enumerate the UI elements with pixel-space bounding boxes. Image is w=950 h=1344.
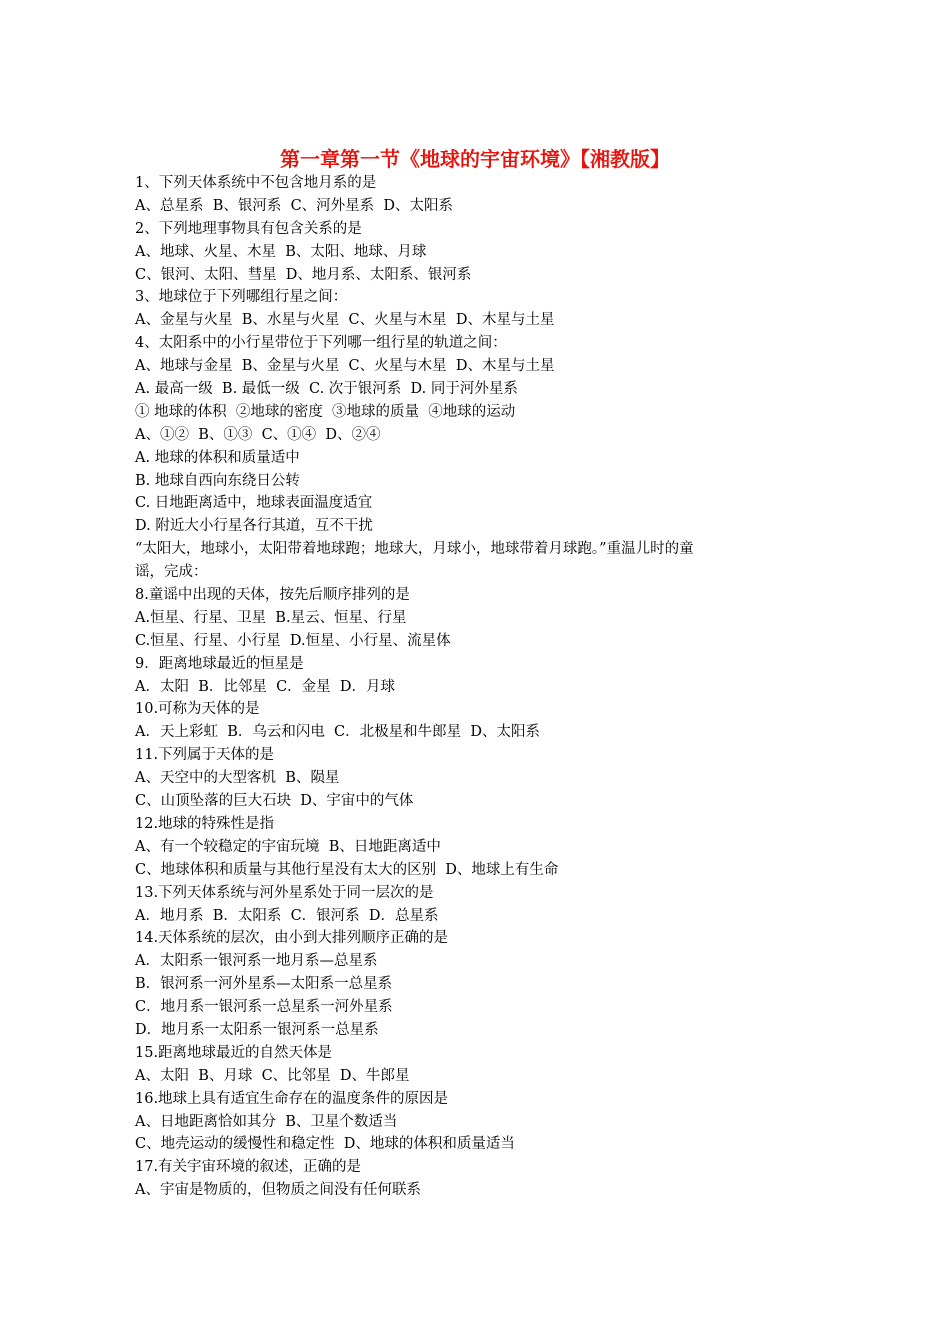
text-line: C、地壳运动的缓慢性和稳定性 D、地球的体积和质量适当 — [135, 1136, 515, 1153]
text-line: A、地球与金星 B、金星与火星 C、火星与木星 D、木星与土星 — [135, 358, 555, 375]
text-line: A. 地球的体积和质量适中 — [135, 449, 300, 466]
text-line: A．天上彩虹 B．乌云和闪电 C．北极星和牛郎星 D、太阳系 — [135, 724, 540, 741]
text-line: A、太阳 B、月球 C、比邻星 D、牛郎星 — [135, 1067, 410, 1084]
text-line: D. 附近大小行星各行其道，互不干扰 — [135, 518, 373, 535]
text-line: A、宇宙是物质的，但物质之间没有任何联系 — [135, 1182, 421, 1199]
document-body — [135, 172, 825, 1202]
text-line: 1、下列天体系统中不包含地月系的是 — [135, 175, 377, 191]
text-line: 4、太阳系中的小行星带位于下列哪一组行星的轨道之间： — [135, 335, 507, 352]
text-line: A、日地距离恰如其分 B、卫星个数适当 — [135, 1113, 398, 1130]
text-line: C、地球体积和质量与其他行星没有太大的区别 D、地球上有生命 — [135, 861, 559, 878]
text-line: 12.地球的特殊性是指 — [135, 815, 275, 832]
text-line: 2、下列地理事物具有包含关系的是 — [135, 220, 362, 237]
text-line: A、金星与火星 B、水星与火星 C、火星与木星 D、木星与土星 — [135, 312, 555, 329]
text-line: 9．距离地球最近的恒星是 — [135, 655, 304, 672]
text-line: A．太阳系一银河系一地月系—总星系 — [135, 953, 378, 970]
text-line: A. 最高一级 B. 最低一级 C. 次于银河系 D. 同于河外星系 — [135, 381, 518, 398]
text-line: 13.下列天体系统与河外星系处于同一层次的是 — [135, 884, 434, 901]
text-line: 谣，完成： — [135, 564, 208, 581]
text-line: A、①② B、①③ C、①④ D、②④ — [135, 426, 381, 443]
text-line: A、总星系 B、银河系 C、河外星系 D、太阳系 — [135, 197, 454, 214]
text-line: A、有一个较稳定的宇宙玩境 B、日地距离适中 — [135, 838, 441, 855]
text-line: C．地月系一银河系一总星系一河外星系 — [135, 999, 393, 1016]
text-line: A．地月系 B．太阳系 C．银河系 D．总星系 — [135, 907, 439, 924]
text-line: B. 地球自西向东绕日公转 — [135, 472, 300, 489]
text-line: 16.地球上具有适宜生命存在的温度条件的原因是 — [135, 1090, 449, 1107]
text-line: ① 地球的体积 ②地球的密度 ③地球的质量 ④地球的运动 — [135, 403, 516, 420]
text-line: 11.下列属于天体的是 — [135, 747, 275, 764]
text-line: A.恒星、行星、卫星 B.星云、恒星、行星 — [135, 609, 407, 626]
text-line: 10.可称为天体的是 — [135, 701, 260, 718]
document-title: 第一章第一节《地球的宇宙环境》【湘教版】 — [280, 147, 670, 171]
text-line: C.恒星、行星、小行星 D.恒星、小行星、流星体 — [135, 632, 451, 649]
text-line: D．地月系一太阳系一银河系一总星系 — [135, 1021, 379, 1038]
text-line: 8.童谣中出现的天体，按先后顺序排列的是 — [135, 587, 410, 604]
text-line: A、天空中的大型客机 B、陨星 — [135, 770, 340, 787]
text-line: 17.有关宇宙环境的叙述，正确的是 — [135, 1159, 362, 1176]
text-line: B．银河系一河外星系—太阳系一总星系 — [135, 976, 393, 993]
text-line: 15.距离地球最近的自然天体是 — [135, 1044, 333, 1061]
text-line: C、山顶坠落的巨大石块 D、宇宙中的气体 — [135, 793, 414, 810]
text-line: C、银河、太阳、彗星 D、地月系、太阳系、银河系 — [135, 266, 472, 283]
text-line: C. 日地距离适中，地球表面温度适宜 — [135, 495, 373, 512]
text-line: A．太阳 B．比邻星 C．金星 D．月球 — [135, 678, 396, 695]
text-line: 3、地球位于下列哪组行星之间： — [135, 289, 348, 306]
text-line: A、地球、火星、木星 B、太阳、地球、月球 — [135, 243, 427, 260]
text-line: 14.天体系统的层次，由小到大排列顺序正确的是 — [135, 930, 449, 947]
text-line: “太阳大，地球小，太阳带着地球跑；地球大，月球小，地球带着月球跑。”重温儿时的童 — [135, 541, 694, 558]
